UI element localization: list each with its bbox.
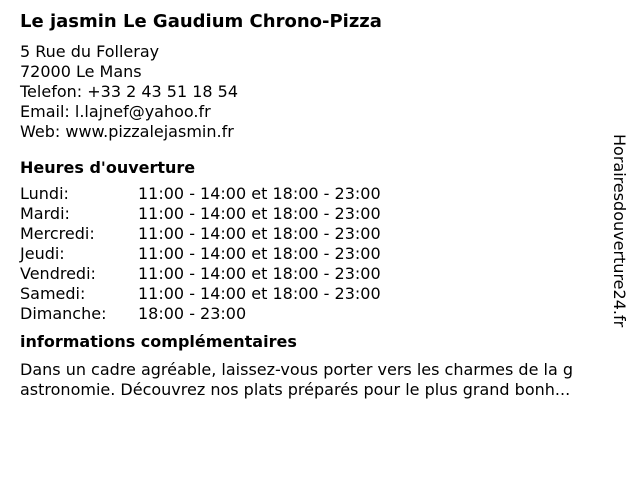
hours-row-dimanche bbox=[20, 304, 620, 324]
email-address: Email: l.lajnef@yahoo.fr bbox=[20, 102, 211, 121]
hours-row-vendredi bbox=[20, 264, 620, 284]
time-range: 18:00 - 23:00 bbox=[138, 304, 247, 323]
time-range: 11:00 - 14:00 et 18:00 - 23:00 bbox=[138, 204, 381, 223]
hours-row-mardi bbox=[20, 204, 620, 224]
info-description: Dans un cadre agréable, laissez-vous porter vers les charmes de la g astronomie. Découvrez nos plats préparés pour le plus grand bonh... bbox=[20, 360, 573, 399]
hours-row-jeudi bbox=[20, 244, 620, 264]
hours-heading: Heures d'ouverture bbox=[20, 158, 196, 177]
contact-block bbox=[20, 42, 620, 142]
day-label: Dimanche: bbox=[20, 304, 107, 323]
hours-row-samedi bbox=[20, 284, 620, 304]
business-card bbox=[20, 10, 620, 400]
day-label: Vendredi: bbox=[20, 264, 96, 283]
day-label: Samedi: bbox=[20, 284, 86, 303]
time-range: 11:00 - 14:00 et 18:00 - 23:00 bbox=[138, 284, 381, 303]
time-range: 11:00 - 14:00 et 18:00 - 23:00 bbox=[138, 224, 381, 243]
time-range: 11:00 - 14:00 et 18:00 - 23:00 bbox=[138, 264, 381, 283]
hours-row-mercredi bbox=[20, 224, 620, 244]
day-label: Lundi: bbox=[20, 184, 69, 203]
time-range: 11:00 - 14:00 et 18:00 - 23:00 bbox=[138, 184, 381, 203]
side-brand-watermark: Horairesdouverture24.fr bbox=[610, 134, 629, 328]
street-address: 5 Rue du Folleray bbox=[20, 42, 160, 61]
day-label: Mercredi: bbox=[20, 224, 95, 243]
business-name: Le jasmin Le Gaudium Chrono-Pizza bbox=[20, 11, 382, 32]
website: Web: www.pizzalejasmin.fr bbox=[20, 122, 234, 141]
info-heading: informations complémentaires bbox=[20, 332, 297, 351]
opening-hours-list bbox=[20, 184, 620, 324]
day-label: Mardi: bbox=[20, 204, 70, 223]
hours-row-lundi bbox=[20, 184, 620, 204]
phone-number: Telefon: +33 2 43 51 18 54 bbox=[20, 82, 239, 101]
day-label: Jeudi: bbox=[20, 244, 65, 263]
time-range: 11:00 - 14:00 et 18:00 - 23:00 bbox=[138, 244, 381, 263]
city-address: 72000 Le Mans bbox=[20, 62, 142, 81]
